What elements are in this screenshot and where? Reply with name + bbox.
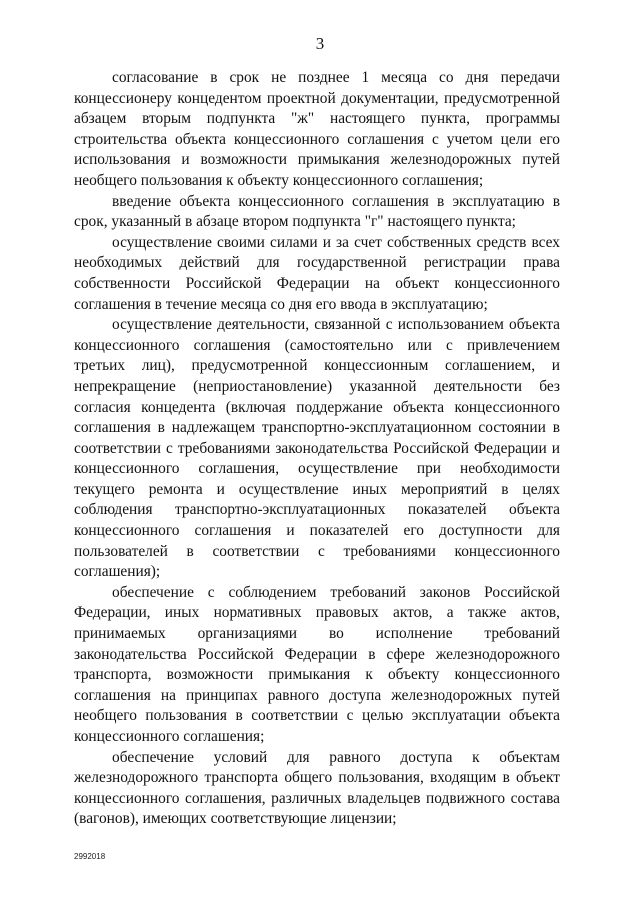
document-body bbox=[74, 68, 560, 830]
document-code: 2992018 bbox=[74, 852, 106, 861]
paragraph-operation-activities: осуществление деятельности, связанной с использованием объекта концессионного соглашения (самостоятельно или с привлечением третьих лиц), предусмотренной концессионным соглашением, и непрекращение (неприостановление) указанной деятельности без согласия концедента (включая поддержание объекта концессионного соглашения в надлежащем транспортно-эксплуатационном состоянии в соответствии с требованиями законодательства Российской Федерации и концессионного соглашения, осуществление при необходимости текущего ремонта и осуществление иных мероприятий в целях соблюдения транспортно-эксплуатационных показателей объекта концессионного соглашения и показателей его доступности для пользователей в соответствии с требованиями концессионного соглашения); bbox=[74, 316, 560, 581]
page-number: 3 bbox=[315, 34, 325, 53]
paragraph-equal-access: обеспечение условий для равного доступа к объектам железнодорожного транспорта общего пользования, входящим в объект концессионного соглашения, различных владельцев подвижного состава (вагонов), имеющих соответствующие лицензии; bbox=[74, 748, 560, 828]
paragraph-commissioning: введение объекта концессионного соглашения в эксплуатацию в срок, указанный в абзаце втором подпункта "г" настоящего пункта; bbox=[74, 192, 560, 231]
paragraph-approval-program: согласование в срок не позднее 1 месяца со дня передачи концессионеру концедентом проектной документации, предусмотренной абзацем вторым подпункта "ж" настоящего пункта, программы строительства объекта концессионного соглашения с учетом цели его использования и возможности примыкания железнодорожных путей необщего пользования к объекту концессионного соглашения; bbox=[74, 69, 560, 189]
paragraph-state-registration: осуществление своими силами и за счет собственных средств всех необходимых действий для государственной регистрации права собственности Российской Федерации на объект концессионного соглашения в течение месяца со дня его ввода в эксплуатацию; bbox=[74, 233, 560, 313]
paragraph-track-junction: обеспечение с соблюдением требований законов Российской Федерации, иных нормативных правовых актов, а также актов, принимаемых организациями во исполнение требований законодательства Российской Федерации в сфере железнодорожного транспорта, возможности примыкания к объекту концессионного соглашения на принципах равного доступа железнодорожных путей необщего пользования в соответствии с целью эксплуатации объекта концессионного соглашения; bbox=[74, 583, 560, 745]
